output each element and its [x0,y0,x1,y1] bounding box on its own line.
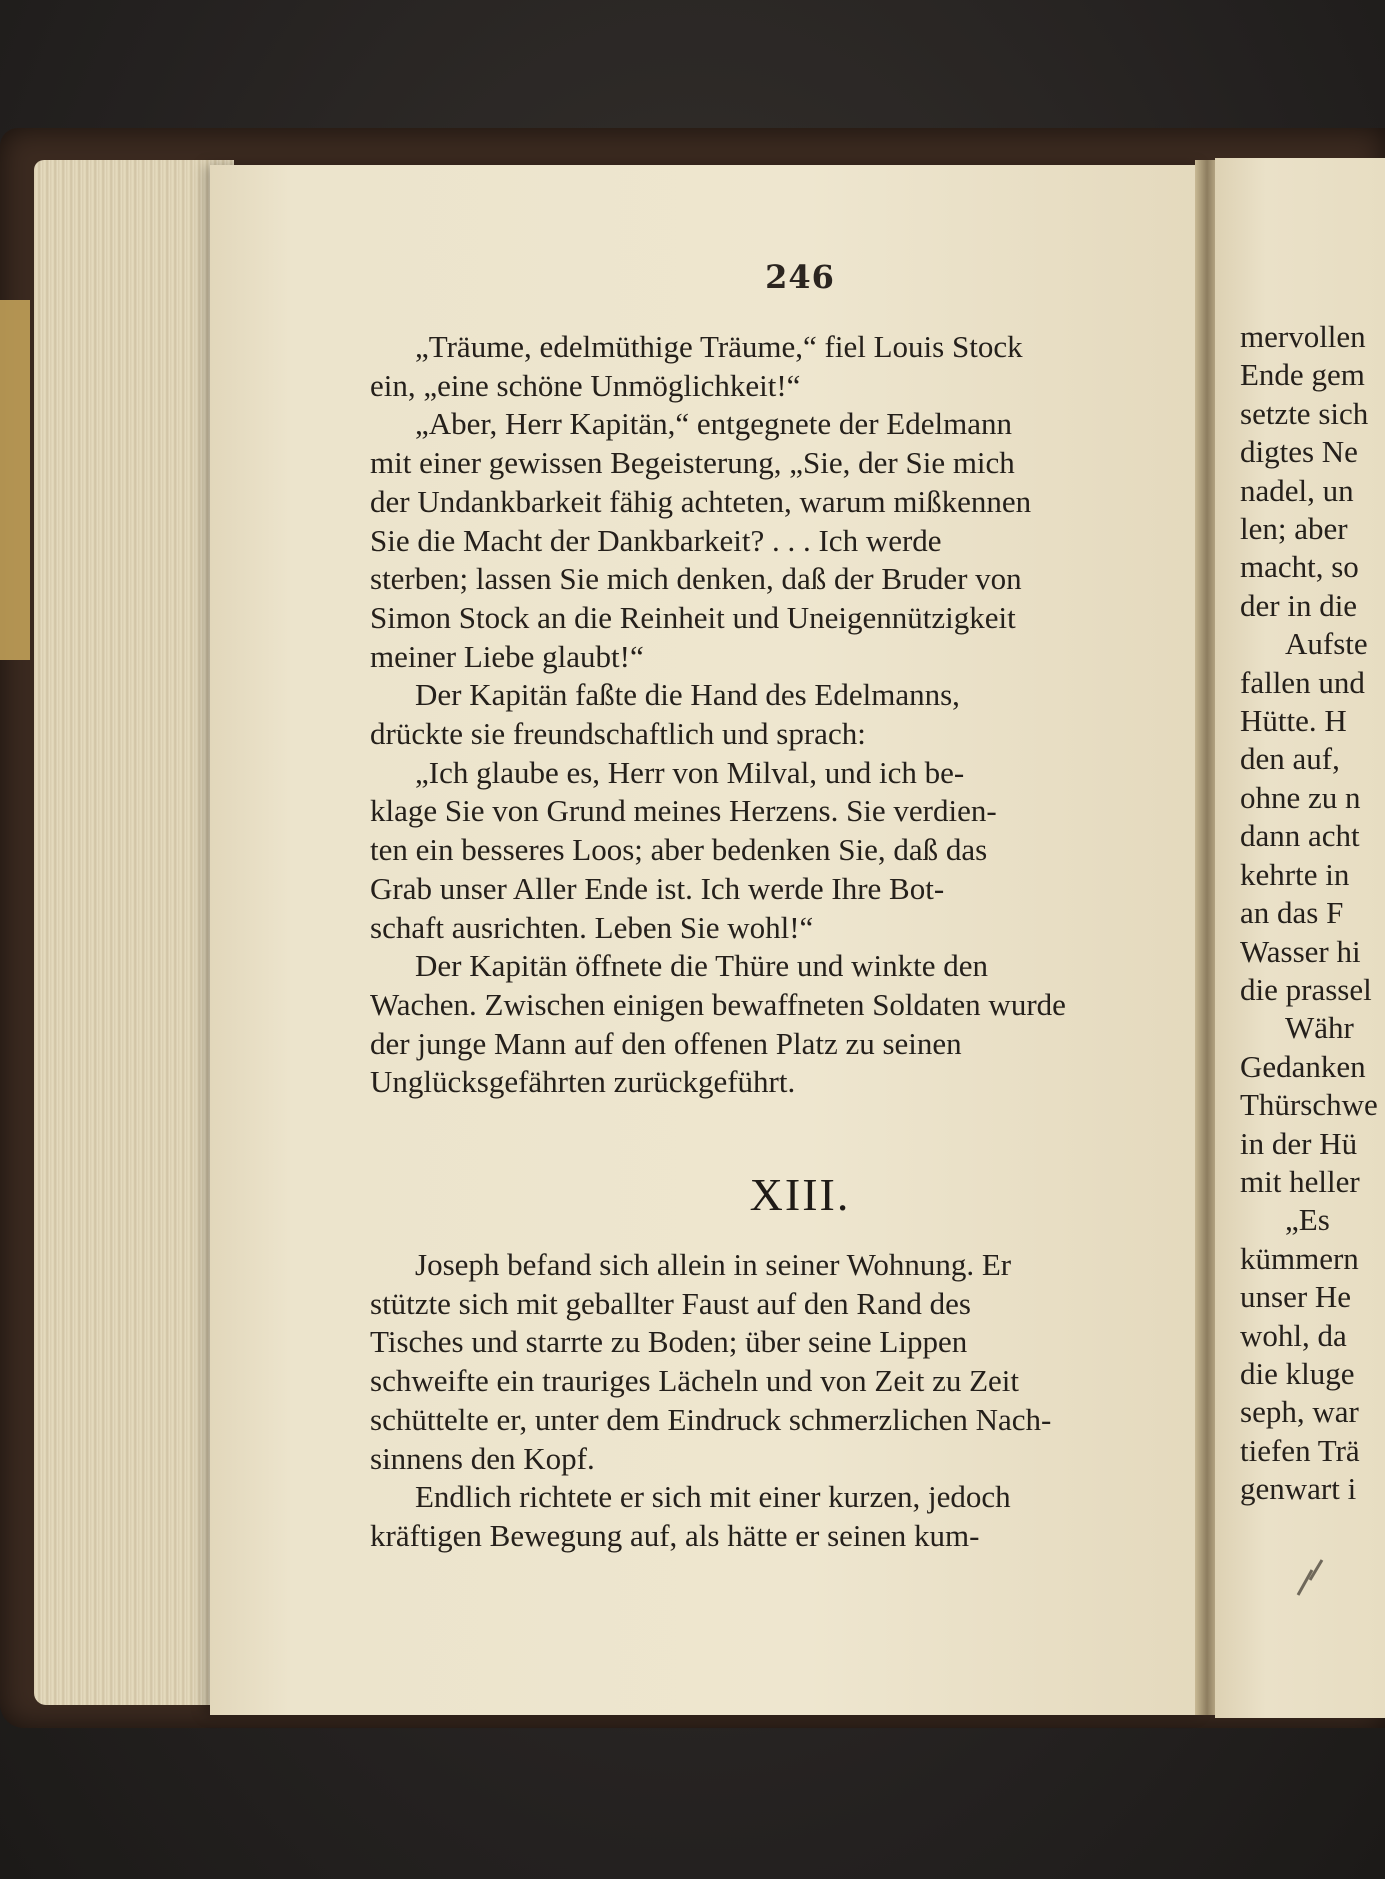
text-line: kehrte in [1240,856,1350,892]
text-line: Ende gem [1240,357,1365,393]
text-line: „Aber, Herr Kapitän,“ entgegnete der Edelmann [415,406,1012,442]
right-page-text [1240,318,1385,1509]
text-line: der junge Mann auf den offenen Platz zu seinen [370,1025,962,1061]
text-line: in der Hü [1240,1125,1358,1161]
text-line: Aufste [1285,626,1368,662]
text-line: Währ [1285,1010,1354,1046]
text-line: Tisches und starrte zu Boden; über seine Lippen [370,1324,968,1360]
text-line: der in die [1240,587,1358,623]
text-line: unser He [1240,1279,1352,1315]
text-line: dann acht [1240,818,1360,854]
text-line: Thürschwe [1240,1087,1378,1123]
text-line: Joseph befand sich allein in seiner Wohnung. Er [415,1247,1012,1282]
text-line: sinnens den Kopf. [370,1440,595,1476]
text-line: sterben; lassen Sie mich denken, daß der Bruder von [370,561,1022,597]
text-line: setzte sich [1240,395,1369,431]
text-line: mit heller [1240,1163,1360,1199]
text-line: die prassel [1240,971,1372,1007]
text-line: digtes Ne [1240,434,1358,470]
text-line: „Ich glaube es, Herr von Milval, und ich be- [415,754,965,790]
text-line: Grab unser Aller Ende ist. Ich werde Ihre Bot- [370,870,945,906]
text-line: meiner Liebe glaubt!“ [370,638,644,674]
text-line: fallen und [1240,664,1365,700]
text-line: schweifte ein trauriges Lächeln und von Zeit zu Zeit [370,1363,1020,1399]
text-line: Sie die Macht der Dankbarkeit? . . . Ich werde [370,522,942,558]
text-line: len; aber [1240,511,1348,547]
text-line: Simon Stock an die Reinheit und Uneigennützigkeit [370,599,1016,635]
text-line: „Es [1285,1202,1330,1238]
page-block-edges [34,160,234,1705]
text-line: ten ein besseres Loos; aber bedenken Sie, daß das [370,832,988,868]
text-line: wohl, da [1240,1317,1347,1353]
text-line: den auf, [1240,741,1340,777]
text-line: schüttelte er, unter dem Eindruck schmerzlichen Nach- [370,1401,1052,1437]
text-line: ein, „eine schöne Unmöglichkeit!“ [370,367,801,403]
text-line: Unglücksgefährten zurückgeführt. [370,1064,796,1100]
text-line: ohne zu n [1240,779,1361,815]
left-page-text-top [370,328,1185,1102]
text-line: kümmern [1240,1240,1359,1276]
page-number: 246 [765,258,835,296]
text-line: die kluge [1240,1355,1355,1391]
text-line: nadel, un [1240,472,1354,508]
text-line: genwart i [1240,1471,1357,1507]
text-line: Hütte. H [1240,703,1347,739]
chapter-heading: XIII. [749,1169,851,1220]
text-line: tiefen Trä [1240,1432,1360,1468]
text-line: mervollen [1240,319,1366,354]
text-line: der Undankbarkeit fähig achteten, warum mißkennen [370,483,1032,519]
text-line: Wasser hi [1240,933,1361,969]
text-line: stützte sich mit geballter Faust auf den Rand des [370,1285,971,1321]
text-line: Wachen. Zwischen einigen bewaffneten Soldaten wurde [370,986,1066,1022]
text-line: drückte sie freundschaftlich und sprach: [370,716,866,752]
left-page-text-bottom [370,1246,1185,1556]
text-line: seph, war [1240,1394,1359,1430]
text-line: schaft ausrichten. Leben Sie wohl!“ [370,909,814,945]
cover-edge-strip [0,300,30,660]
text-line: macht, so [1240,549,1359,585]
pencil-mark [1290,1540,1350,1600]
text-line: Der Kapitän faßte die Hand des Edelmanns, [415,677,960,713]
text-line: mit einer gewissen Begeisterung, „Sie, der Sie mich [370,445,1015,481]
text-line: Endlich richtete er sich mit einer kurzen, jedoch [415,1479,1011,1515]
text-line: „Träume, edelmüthige Träume,“ fiel Louis Stock [415,329,1023,364]
text-line: Der Kapitän öffnete die Thüre und winkte den [415,948,989,984]
text-line: kräftigen Bewegung auf, als hätte er seinen kum- [370,1517,980,1553]
text-line: Gedanken [1240,1048,1366,1084]
text-line: klage Sie von Grund meines Herzens. Sie verdien- [370,793,997,829]
text-line: an das F [1240,895,1344,931]
